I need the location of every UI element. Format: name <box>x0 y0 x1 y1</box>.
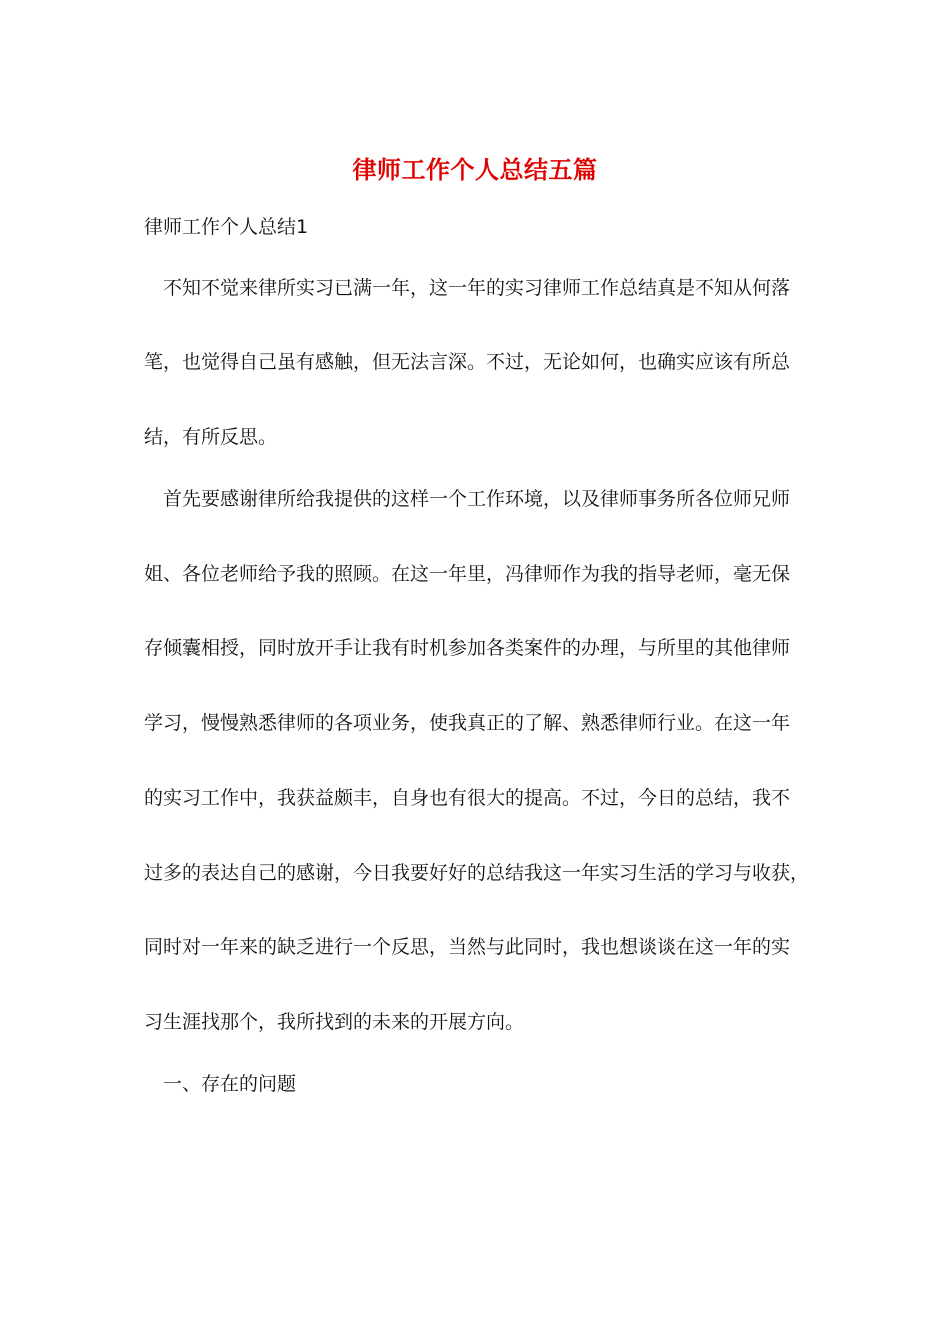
paragraph-2-line-1: 首先要感谢律所给我提供的这样一个工作环境，以及律师事务所各位师兄师 <box>163 488 791 510</box>
paragraph-2-line-7: 同时对一年来的缺乏进行一个反思，当然与此同时，我也想谈谈在这一年的实 <box>144 936 791 958</box>
paragraph-1-line-2: 笔，也觉得自己虽有感触，但无法言深。不过，无论如何，也确实应该有所总 <box>144 351 791 373</box>
paragraph-2-line-2: 姐、各位老师给予我的照顾。在这一年里，冯律师作为我的指导老师，毫无保 <box>144 563 791 585</box>
paragraph-2-line-8: 习生涯找那个，我所找到的未来的开展方向。 <box>144 1011 525 1033</box>
paragraph-1-line-1: 不知不觉来律所实习已满一年，这一年的实习律师工作总结真是不知从何落 <box>163 277 791 299</box>
document-title: 律师工作个人总结五篇 <box>352 155 598 184</box>
paragraph-2-line-4: 学习，慢慢熟悉律师的各项业务，使我真正的了解、熟悉律师行业。在这一年 <box>144 712 791 734</box>
document-subtitle: 律师工作个人总结1 <box>144 216 309 238</box>
paragraph-2-line-6: 过多的表达自己的感谢，今日我要好好的总结我这一年实习生活的学习与收获， <box>144 862 810 884</box>
paragraph-2-line-3: 存倾囊相授，同时放开手让我有时机参加各类案件的办理，与所里的其他律师 <box>144 637 791 659</box>
section-heading: 一、存在的问题 <box>163 1073 297 1095</box>
paragraph-2-line-5: 的实习工作中，我获益颇丰，自身也有很大的提高。不过，今日的总结，我不 <box>144 787 791 809</box>
paragraph-1-line-3: 结，有所反思。 <box>144 426 278 448</box>
